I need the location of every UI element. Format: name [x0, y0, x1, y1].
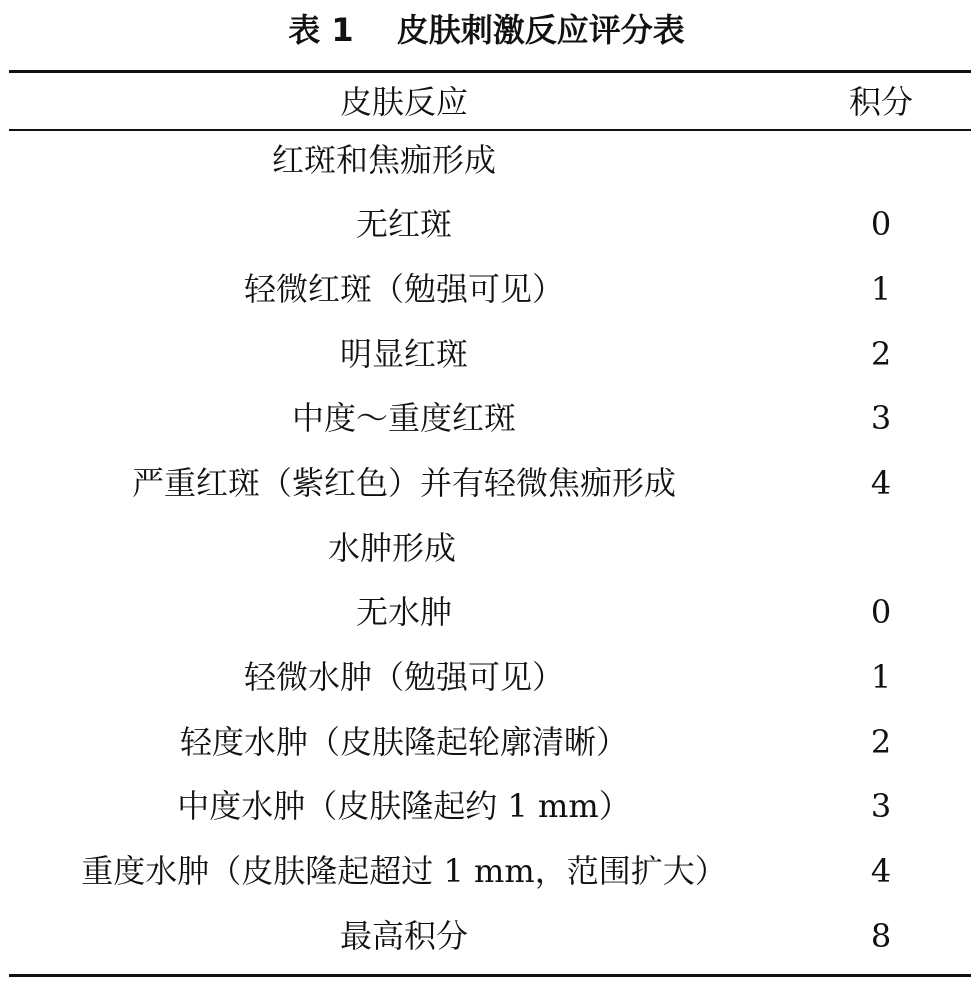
row-label: 无红斑 — [355, 205, 452, 243]
row-label: 严重红斑（紫红色）并有轻微焦痂形成 — [131, 464, 676, 502]
header-score: 积分 — [848, 83, 913, 121]
table-header — [0, 76, 973, 128]
row-label: 明显红斑 — [339, 335, 468, 373]
row-label: 无水肿 — [355, 593, 452, 631]
table-row — [0, 134, 973, 198]
row-score: 2 — [870, 335, 892, 373]
table-row — [0, 328, 973, 392]
table-row — [0, 457, 973, 521]
row-score: 8 — [870, 917, 892, 955]
row-label: 轻度水肿（皮肤隆起轮廓清晰） — [179, 723, 628, 761]
row-label: 中度～重度红斑 — [291, 399, 516, 437]
table-row — [0, 586, 973, 650]
table-row — [0, 716, 973, 780]
table-row — [0, 910, 973, 974]
table-row — [0, 198, 973, 262]
row-score: 0 — [870, 205, 892, 243]
table-row — [0, 522, 973, 586]
row-score: 3 — [870, 399, 892, 437]
table-row — [0, 780, 973, 844]
row-label: 重度水肿（皮肤隆起超过 1 mm，范围扩大） — [81, 852, 727, 890]
table-row — [0, 651, 973, 715]
table-row — [0, 392, 973, 456]
row-label: 最高积分 — [339, 917, 468, 955]
row-score: 2 — [870, 723, 892, 761]
row-label: 水肿形成 — [328, 529, 457, 567]
row-score: 3 — [870, 787, 892, 825]
table-title: 表 1 皮肤刺激反应评分表 — [288, 11, 685, 49]
row-score: 0 — [870, 593, 892, 631]
header-rule — [9, 129, 971, 131]
row-label: 中度水肿（皮肤隆起约 1 mm） — [177, 787, 631, 825]
row-label: 红斑和焦痂形成 — [272, 141, 497, 179]
row-score: 4 — [870, 464, 892, 502]
row-label: 轻微水肿（勉强可见） — [243, 658, 564, 696]
bottom-rule — [9, 974, 971, 977]
row-score: 1 — [870, 658, 892, 696]
top-rule — [9, 70, 971, 73]
table-row — [0, 263, 973, 327]
header-reaction: 皮肤反应 — [339, 83, 468, 121]
row-label: 轻微红斑（勉强可见） — [243, 270, 564, 308]
row-score: 1 — [870, 270, 892, 308]
table-row — [0, 845, 973, 909]
row-score: 4 — [870, 852, 892, 890]
